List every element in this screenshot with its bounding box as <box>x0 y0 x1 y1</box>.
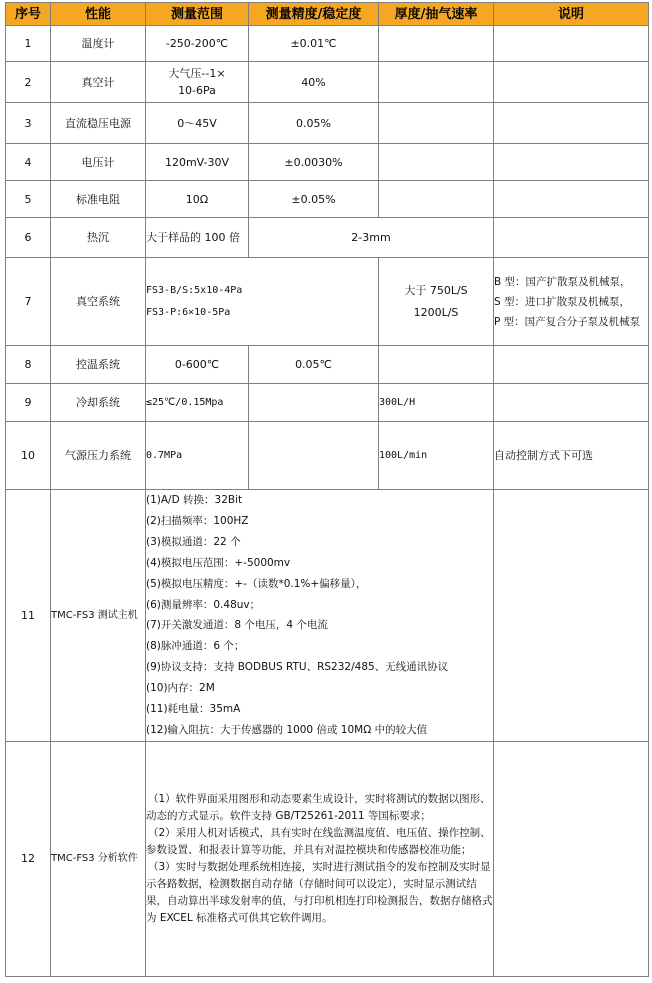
cell-note <box>494 490 649 742</box>
cell-note <box>494 26 649 62</box>
cell-rate <box>379 346 494 384</box>
spec-paragraph: （2）采用人机对话模式，具有实时在线监测温度值、电压值、操作控制、参数设置、和报表计算等功能，并具有对温控模块和传感器校准功能； <box>146 826 491 856</box>
header-row <box>6 3 649 26</box>
cell-name: 直流稳压电源 <box>51 103 146 144</box>
cell-rate: 300L/H <box>379 384 494 422</box>
cell-range: 10Ω <box>146 181 249 218</box>
spec-paragraph: （3）实时与数据处理系统相连接，实时进行测试指令的发布控制及实时显示各路数据，检测数据自动存储（存储时间可以设定），实时显示测试结果，自动算出半球发射率的值，与打印机相连打印检测报告，数据存储格式为 EXCEL 标准格式可供其它软件调用。 <box>146 860 493 924</box>
spec-line: (10)内存：2M <box>146 682 215 695</box>
cell-no: 12 <box>6 741 51 976</box>
cell-note <box>494 346 649 384</box>
header-range: 测量范围 <box>146 3 249 26</box>
spec-paragraph: （1）软件界面采用图形和动态要素生成设计，实时将测试的数据以图形、动态的方式显示。软件支持 GB/T25261-2011 等国标要求； <box>146 792 491 822</box>
cell-accuracy <box>249 384 379 422</box>
spec-line: (12)输入阻抗：大于传感器的 1000 倍或 10MΩ 中的较大值 <box>146 723 428 736</box>
spec-line: (11)耗电量：35mA <box>146 703 241 716</box>
spec-line: (8)脉冲通道：6 个； <box>146 640 245 653</box>
table-row <box>6 384 649 422</box>
cell-accuracy: ±0.0030% <box>249 144 379 181</box>
cell-range <box>146 62 249 103</box>
cell-no: 3 <box>6 103 51 144</box>
cell-note <box>494 103 649 144</box>
cell-note <box>494 62 649 103</box>
table-row <box>6 218 649 258</box>
cell-no: 8 <box>6 346 51 384</box>
spec-line: (4)模拟电压范围：+-5000mv <box>146 556 291 569</box>
spec-line: (9)协议支持：支持 BODBUS RTU、RS232/485、无线通讯协议 <box>146 661 449 674</box>
header-note: 说明 <box>494 3 649 26</box>
table-row <box>6 103 649 144</box>
cell-name: 控温系统 <box>51 346 146 384</box>
cell-name: 温度计 <box>51 26 146 62</box>
cell-note: 自动控制方式下可选 <box>494 422 649 490</box>
table-row <box>6 258 649 346</box>
cell-accuracy <box>249 422 379 490</box>
note-line: P 型：国产复合分子泵及机械泵 <box>494 315 641 328</box>
cell-rate: 2-3mm <box>249 218 494 258</box>
range-line: FS3-B/S:5x10-4Pa <box>146 284 243 296</box>
rate-line: 1200L/S <box>413 305 459 319</box>
cell-range: 0.7MPa <box>146 422 249 490</box>
cell-accuracy: 0.05% <box>249 103 379 144</box>
spec-line: (7)开关激发通道：8 个电压，4 个电流 <box>146 619 328 632</box>
table-row <box>6 346 649 384</box>
cell-range: 0-600℃ <box>146 346 249 384</box>
cell-name: 电压计 <box>51 144 146 181</box>
table-row <box>6 741 649 976</box>
table-row <box>6 144 649 181</box>
cell-range: 120mV-30V <box>146 144 249 181</box>
spec-line: (6)测量辨率：0.48uv； <box>146 598 261 611</box>
cell-note <box>494 384 649 422</box>
cell-accuracy: 40% <box>249 62 379 103</box>
cell-no: 2 <box>6 62 51 103</box>
table-row <box>6 26 649 62</box>
cell-range: -250-200℃ <box>146 26 249 62</box>
cell-spec <box>146 741 494 976</box>
note-line: S 型：进口扩散泵及机械泵， <box>494 295 631 308</box>
spec-line: (3)模拟通道：22 个 <box>146 535 241 548</box>
cell-name: TMC-FS3 分析软件 <box>51 741 146 976</box>
cell-no: 5 <box>6 181 51 218</box>
range-line: 大气压--1× <box>168 67 226 80</box>
table-row <box>6 62 649 103</box>
spec-line: (2)扫描频率：100HZ <box>146 514 249 527</box>
cell-range <box>146 258 379 346</box>
cell-rate <box>379 26 494 62</box>
table-row <box>6 490 649 742</box>
cell-name: 真空系统 <box>51 258 146 346</box>
header-accuracy: 测量精度/稳定度 <box>249 3 379 26</box>
cell-range: 大于样品的 100 倍 <box>146 218 249 258</box>
cell-rate <box>379 144 494 181</box>
header-name: 性能 <box>51 3 146 26</box>
cell-no: 10 <box>6 422 51 490</box>
cell-name: 气源压力系统 <box>51 422 146 490</box>
note-line: B 型：国产扩散泵及机械泵， <box>494 275 631 288</box>
cell-note <box>494 181 649 218</box>
cell-no: 7 <box>6 258 51 346</box>
cell-no: 9 <box>6 384 51 422</box>
cell-note <box>494 144 649 181</box>
cell-accuracy: 0.05℃ <box>249 346 379 384</box>
table-row <box>6 422 649 490</box>
cell-rate: 100L/min <box>379 422 494 490</box>
range-line: FS3-P:6×10-5Pa <box>146 306 231 318</box>
cell-range: ≤25℃/0.15Mpa <box>146 384 249 422</box>
cell-accuracy: ±0.01℃ <box>249 26 379 62</box>
header-no: 序号 <box>6 3 51 26</box>
cell-rate <box>379 62 494 103</box>
spec-table <box>5 2 649 977</box>
spec-line: (1)A/D 转换：32Bit <box>146 494 243 506</box>
cell-rate <box>379 181 494 218</box>
cell-name: 冷却系统 <box>51 384 146 422</box>
cell-name: TMC-FS3 测试主机 <box>51 490 146 742</box>
cell-no: 4 <box>6 144 51 181</box>
cell-no: 6 <box>6 218 51 258</box>
cell-note <box>494 258 649 346</box>
cell-no: 11 <box>6 490 51 742</box>
cell-name: 标准电阻 <box>51 181 146 218</box>
cell-range: 0～45V <box>146 103 249 144</box>
header-rate: 厚度/抽气速率 <box>379 3 494 26</box>
cell-note <box>494 218 649 258</box>
range-line: 10-6Pa <box>178 84 216 97</box>
cell-spec <box>146 490 494 742</box>
cell-no: 1 <box>6 26 51 62</box>
cell-rate <box>379 258 494 346</box>
cell-accuracy: ±0.05% <box>249 181 379 218</box>
cell-name: 真空计 <box>51 62 146 103</box>
cell-rate <box>379 103 494 144</box>
table-row <box>6 181 649 218</box>
cell-note <box>494 741 649 976</box>
spec-line: (5)模拟电压精度：+-（读数*0.1%+偏移量）， <box>146 577 367 590</box>
rate-line: 大于 750L/S <box>404 283 468 297</box>
cell-name: 热沉 <box>51 218 146 258</box>
